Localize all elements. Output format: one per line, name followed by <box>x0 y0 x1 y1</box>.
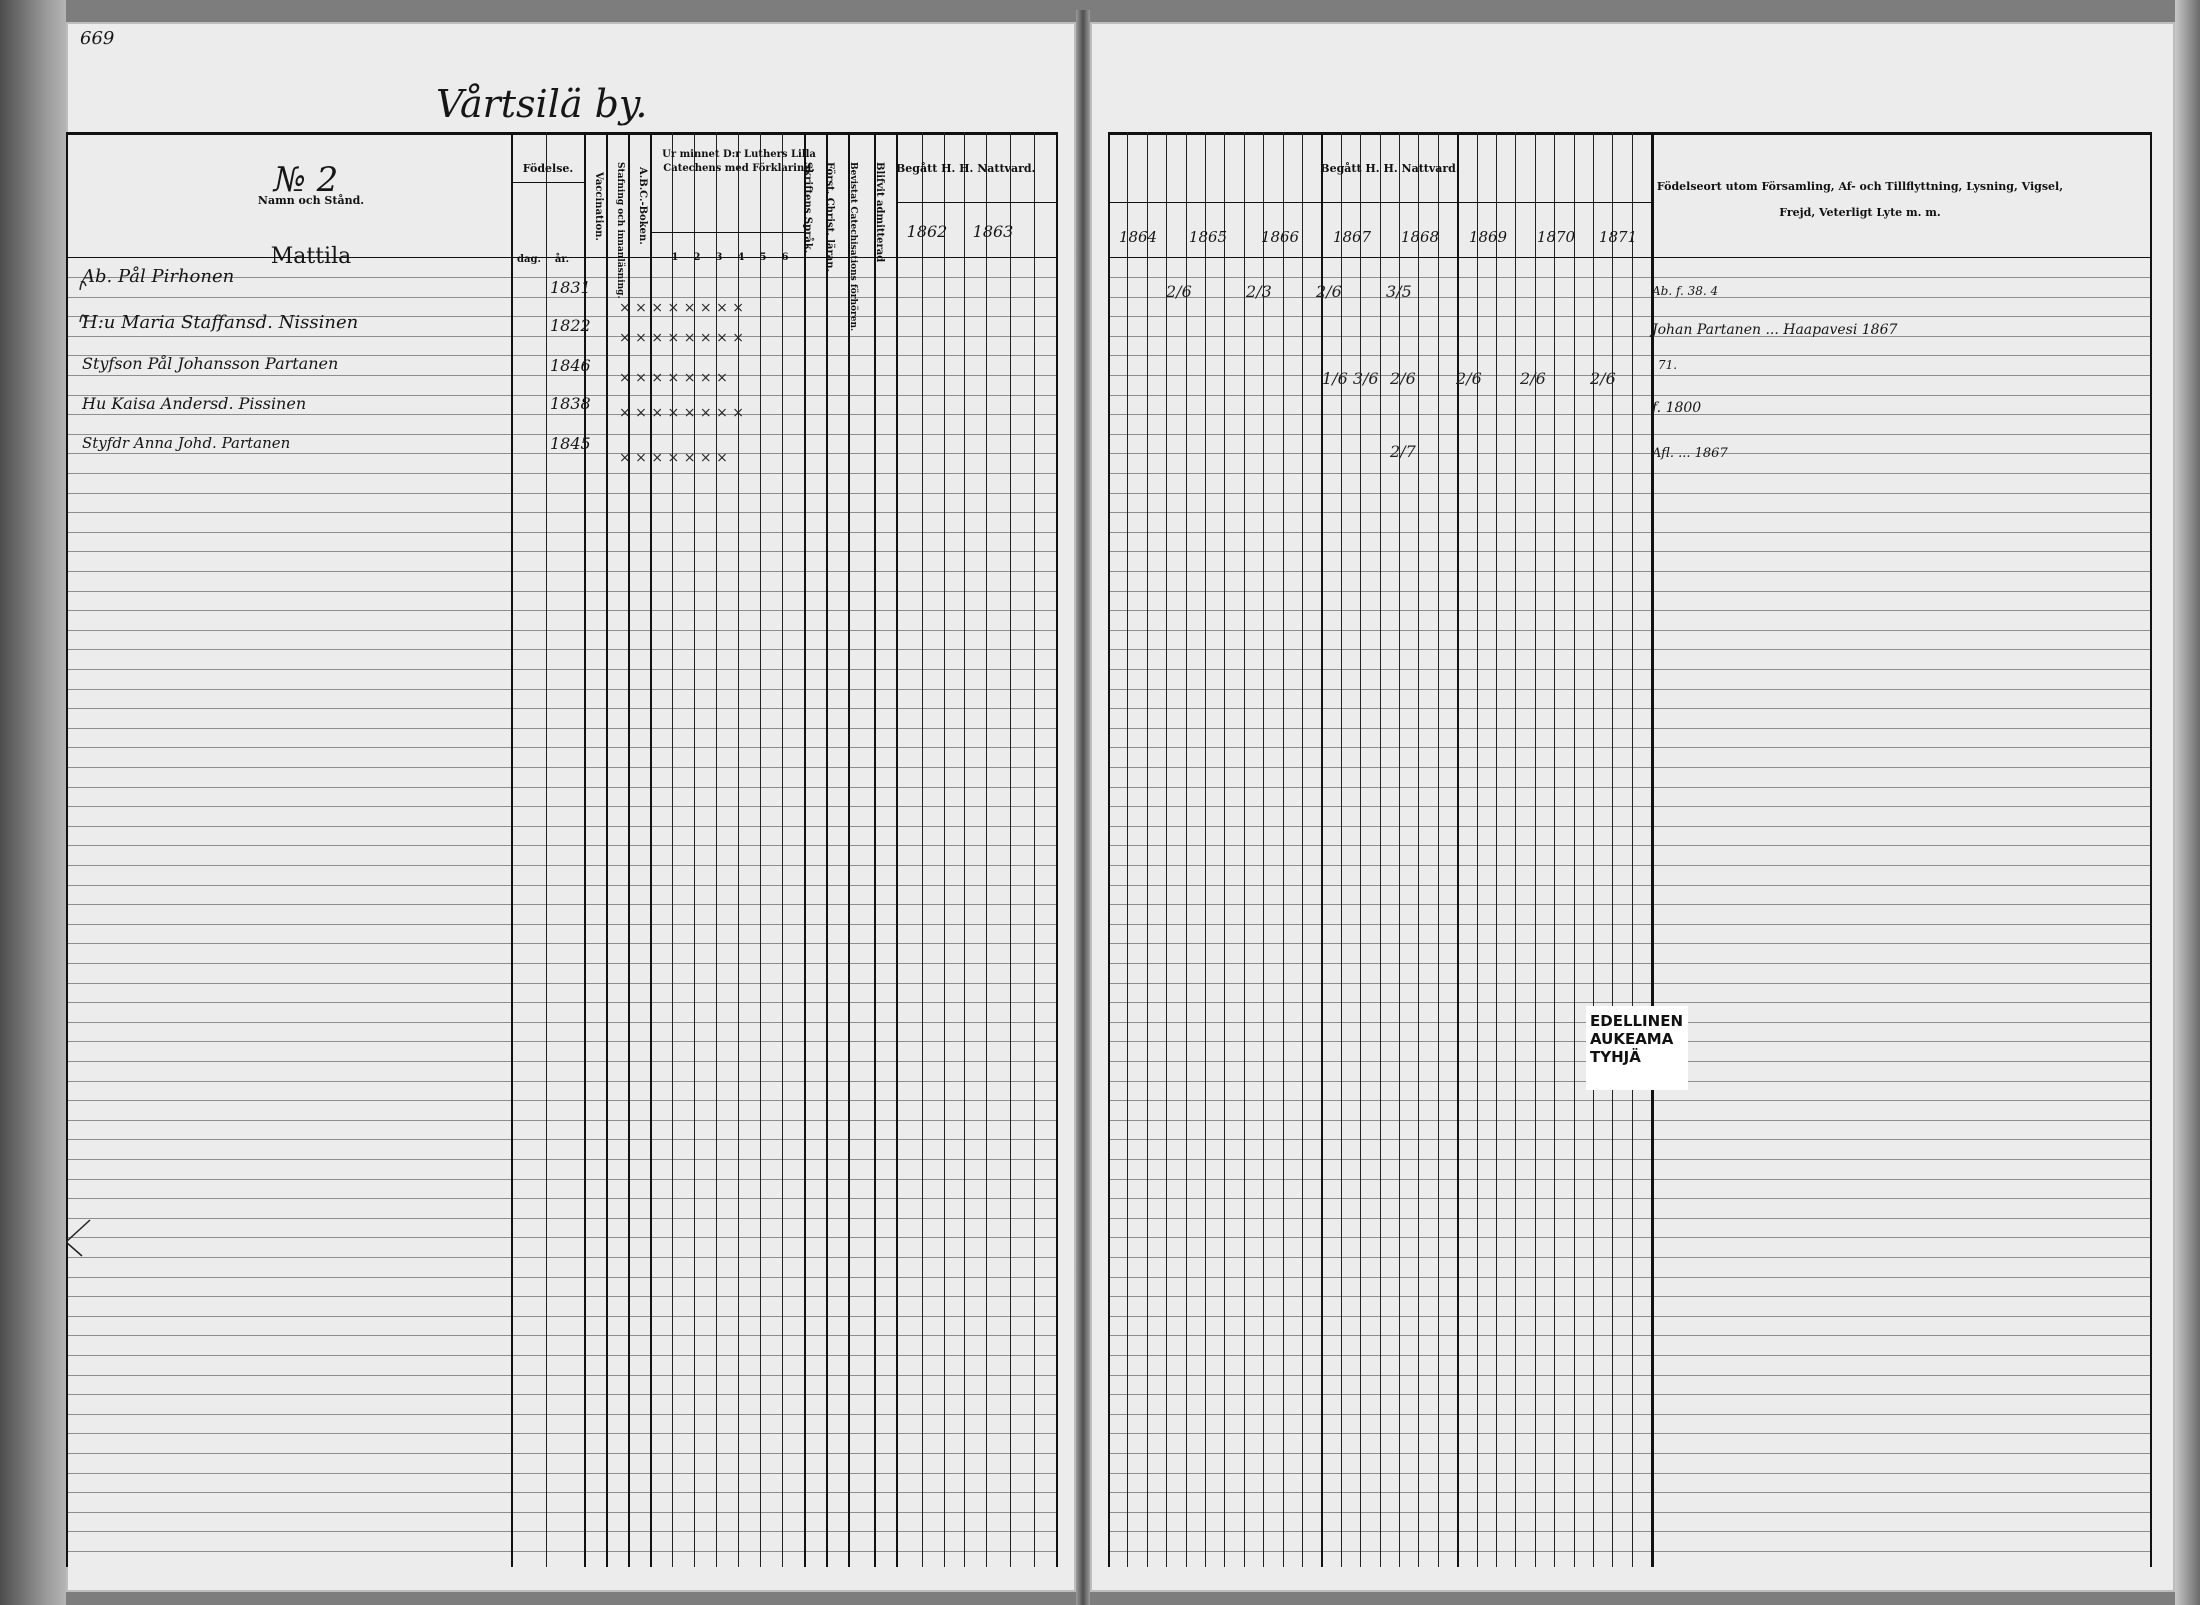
catechism-col-3: 3 <box>715 252 723 263</box>
entry-name: Hu Kaisa Andersd. Pissinen <box>82 394 307 413</box>
entry-year: 1838 <box>550 394 591 413</box>
proven-label: Bevistat Catechisations förhören. <box>848 162 858 332</box>
svg-text:× × × × × × ×: × × × × × × × <box>619 370 728 386</box>
catechism-col-6: 6 <box>781 252 789 263</box>
remarks-label: Födelseort utom Församling, Af- och Tillflyttning, Lysning, Vigsel, Frejd, Veterligt Lyte m. m. <box>1656 180 2064 219</box>
entry-name: Styfson Pål Johansson Partanen <box>82 354 339 373</box>
reading-label: Stafning och innanläsning. <box>615 162 625 299</box>
book-edge-left <box>0 0 66 1605</box>
svg-text:2/6: 2/6 <box>1166 282 1192 301</box>
year-1869: 1869 <box>1468 228 1508 246</box>
year-1864: 1864 <box>1118 228 1158 246</box>
year-1862: 1862 <box>906 222 948 241</box>
year-1867: 1867 <box>1332 228 1372 246</box>
svg-text:2/6: 2/6 <box>1456 369 1482 388</box>
christ-label: Först. Christ. läran. <box>824 162 835 272</box>
year-1866: 1866 <box>1260 228 1300 246</box>
remark-entry: 71. <box>1658 358 1678 372</box>
right-page <box>1090 22 2175 1592</box>
remark-entry: f. 1800 <box>1652 400 1702 416</box>
entry-year: 1822 <box>550 316 591 335</box>
admitted-label: Blifvit admitterad <box>874 162 885 263</box>
svg-text:2/3: 2/3 <box>1246 282 1272 301</box>
book-spine <box>1076 10 1090 1605</box>
year-label: år. <box>554 254 570 265</box>
abc-label: A.B.C.-Boken. <box>637 167 648 245</box>
catechism-col-2: 2 <box>693 252 701 263</box>
remark-entry: Johan Partanen ... Haapavesi 1867 <box>1652 322 1898 338</box>
svg-text:× × × × × × ×: × × × × × × × <box>619 450 728 466</box>
remark-entry: Ab. f. 38. 4 <box>1652 284 1719 298</box>
year-1871: 1871 <box>1598 228 1638 246</box>
entry-year: 1831 <box>550 278 591 297</box>
year-1865: 1865 <box>1188 228 1228 246</box>
handwritten-marks-right <box>1090 22 2175 1592</box>
left-page <box>66 22 1076 1592</box>
svg-text:× × × × × × × ×: × × × × × × × × <box>619 330 744 346</box>
name-column-label: Namn och Stånd. <box>257 194 365 207</box>
catechism-col-5: 5 <box>759 252 767 263</box>
empty-spread-stamp <box>1586 1006 1688 1090</box>
book-edge-right <box>2175 0 2200 1605</box>
village-title: Vårtsilä by. <box>436 82 648 126</box>
remark-entry: Afl. ... 1867 <box>1652 446 1728 461</box>
year-1868: 1868 <box>1400 228 1440 246</box>
handwritten-marks-left <box>66 22 1076 1592</box>
svg-text:3/5: 3/5 <box>1386 282 1412 301</box>
scripture-label: Skriftens Språk. <box>802 162 813 254</box>
entry-year: 1846 <box>550 356 591 375</box>
svg-text:× × × × × × × ×: × × × × × × × × <box>619 300 744 316</box>
stamp-line: AUKEAMA <box>1590 1030 1674 1048</box>
house-number: № 2 <box>273 160 339 200</box>
svg-text:2/6: 2/6 <box>1590 369 1616 388</box>
stamp-line: EDELLINEN <box>1590 1012 1683 1030</box>
entry-name: Ab. Pål Pirhonen <box>82 266 235 287</box>
entry-name: H:u Maria Staffansd. Nissinen <box>82 312 359 333</box>
birth-label: Födelse. <box>522 162 574 175</box>
vaccination-label: Vaccination. <box>593 172 604 241</box>
svg-text:× × × × × × × ×: × × × × × × × × <box>619 405 744 421</box>
catechism-label: Ur minnet D:r Luthers Lilla Catechens med Förklaring. <box>662 149 816 174</box>
farm-name: Mattila <box>270 244 352 269</box>
year-1870: 1870 <box>1536 228 1576 246</box>
svg-text:2/6: 2/6 <box>1316 282 1342 301</box>
stamp-line: TYHJÄ <box>1590 1048 1641 1066</box>
svg-text:2/7: 2/7 <box>1390 442 1416 461</box>
entry-name: Styfdr Anna Johd. Partanen <box>82 434 291 452</box>
year-1863: 1863 <box>972 222 1014 241</box>
day-label: dag. <box>517 254 541 265</box>
svg-text:1/6 3/6: 1/6 3/6 <box>1322 369 1379 388</box>
catechism-col-1: 1 <box>671 252 679 263</box>
svg-text:2/6: 2/6 <box>1390 369 1416 388</box>
page-number: 669 <box>80 28 115 49</box>
communion-label-right: Begått H. H. Nattvard. <box>1320 162 1460 175</box>
entry-year: 1845 <box>550 434 591 453</box>
communion-label-left: Begått H. H. Nattvard. <box>896 162 1036 175</box>
svg-text:2/6: 2/6 <box>1520 369 1546 388</box>
catechism-col-4: 4 <box>737 252 745 263</box>
